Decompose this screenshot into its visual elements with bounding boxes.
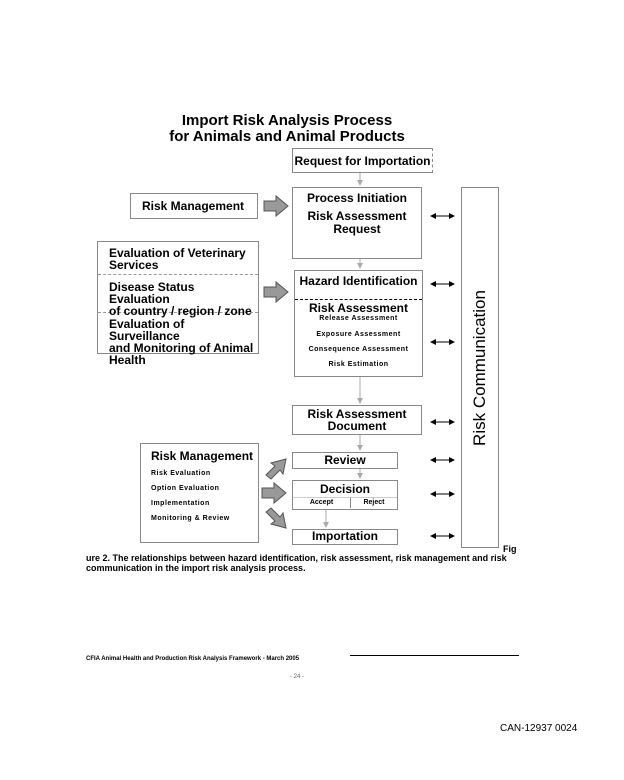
review-box xyxy=(292,452,398,469)
hazard-risk-box xyxy=(294,270,423,377)
surveillance-label: Evaluation of Surveillance and Monitoring of Animal Health xyxy=(109,317,254,367)
ra-document-box xyxy=(292,405,422,435)
diagram-title-line2: for Animals and Animal Products xyxy=(169,128,405,145)
rm-step: Risk Evaluation xyxy=(151,470,211,477)
rm-step: Monitoring & Review xyxy=(151,515,230,522)
risk-communication-label: Risk Communication xyxy=(470,289,489,446)
ra-step: Release Assessment xyxy=(319,315,398,322)
document-id: CAN-12937 0024 xyxy=(500,723,578,734)
decision-box xyxy=(292,480,398,510)
risk-assessment-label: Risk Assessment xyxy=(309,301,408,315)
decision-label: Decision xyxy=(319,482,370,496)
process-initiation-box xyxy=(292,187,422,259)
block-arrow-icon xyxy=(262,483,286,503)
disease-status-label: Disease Status Evaluation of country / region / zone xyxy=(98,275,258,313)
ra-step: Consequence Assessment xyxy=(308,346,409,353)
reject-option: Reject xyxy=(363,499,385,506)
diagram-title-line1: Import Risk Analysis Process xyxy=(181,112,393,129)
footer-text: CFIA Animal Health and Production Risk Analysis Framework - March 2005 xyxy=(86,656,300,662)
caption-fig: Fig xyxy=(503,544,517,554)
ra-step: Risk Estimation xyxy=(328,361,389,368)
caption-line1: ure 2. The relationships between hazard identification, risk assessment, risk management and risk xyxy=(86,553,507,563)
rm-step: Implementation xyxy=(151,500,210,507)
review-label: Review xyxy=(324,453,366,467)
eval-vet-label: Evaluation of Veterinary Services xyxy=(98,242,258,275)
request-label: Request for Importation xyxy=(294,154,431,168)
importation-label: Importation xyxy=(312,529,378,543)
evaluation-box xyxy=(97,241,259,367)
rm-step: Option Evaluation xyxy=(151,485,220,492)
importation-box xyxy=(292,529,398,545)
caption-line2: communication in the import risk analysis process. xyxy=(86,563,306,573)
ra-step: Exposure Assessment xyxy=(316,331,401,338)
ra-request-label: Risk Assessment Request xyxy=(307,209,407,236)
block-arrow-icon xyxy=(266,508,286,528)
risk-management-bottom-box xyxy=(140,443,259,543)
decision-options xyxy=(293,497,397,508)
process-initiation-label: Process Initiation xyxy=(306,191,408,205)
risk-management-top-box xyxy=(130,193,258,219)
ra-document-label: Risk Assessment Document xyxy=(307,407,407,433)
block-arrow-icon xyxy=(266,459,286,479)
hazard-id-label: Hazard Identification xyxy=(295,271,422,300)
accept-option: Accept xyxy=(293,498,351,508)
footer-rule xyxy=(350,655,519,656)
page-number: - 24 - xyxy=(290,674,305,680)
risk-communication-box xyxy=(461,187,499,548)
block-arrow-icon xyxy=(264,196,288,216)
risk-management-bottom-label: Risk Management xyxy=(151,449,254,463)
risk-management-top-label: Risk Management xyxy=(142,199,245,213)
request-box xyxy=(292,148,433,173)
block-arrow-icon xyxy=(264,282,288,302)
